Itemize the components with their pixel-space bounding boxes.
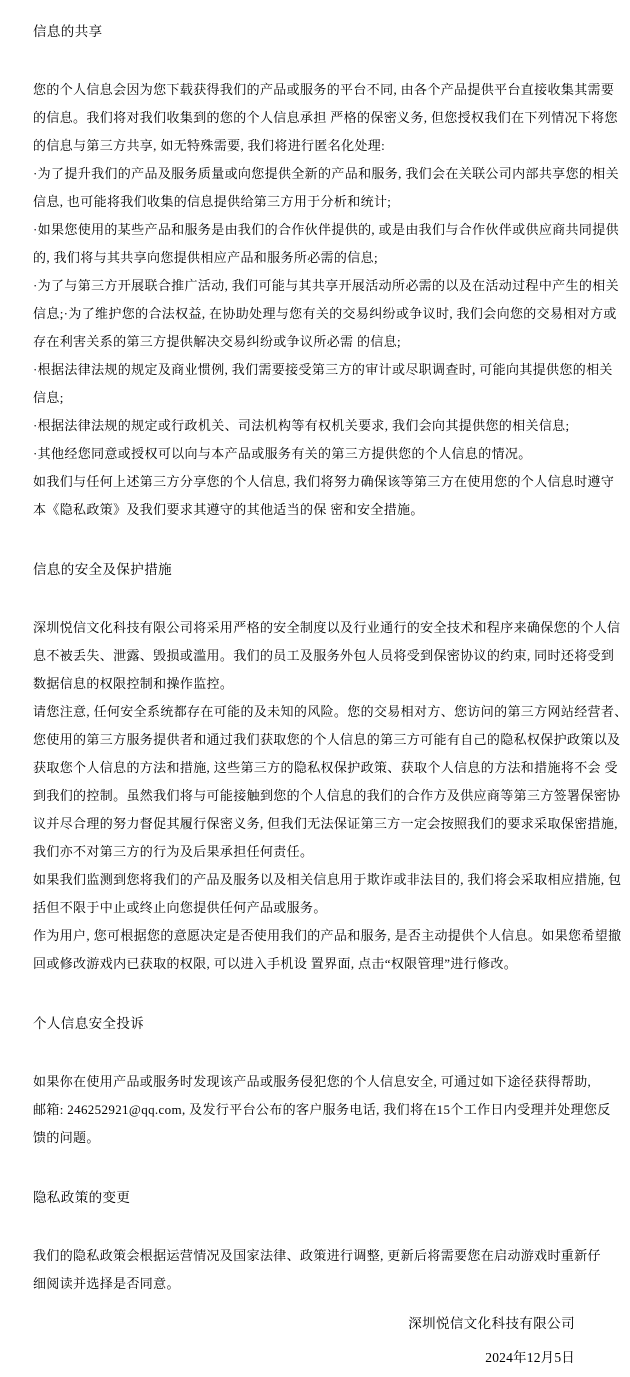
text-line: 我们亦不对第三方的行为及后果承担任何责任。 bbox=[33, 844, 314, 859]
text-line: ·根据法律法规的规定或行政机关、司法机构等有权机关要求, 我们会向其提供您的相关信息; bbox=[33, 418, 570, 433]
text-line: 本《隐私政策》及我们要求其遵守的其他适当的保 密和安全措施。 bbox=[33, 502, 424, 517]
document-sections bbox=[33, 18, 628, 1298]
text-line: ·其他经您同意或授权可以向与本产品或服务有关的第三方提供您的个人信息的情况。 bbox=[33, 446, 532, 461]
text-line: 您使用的第三方服务提供者和通过我们获取您的个人信息的第三方可能有自己的隐私权保护政策以及 bbox=[33, 732, 621, 747]
text-line: 作为用户, 您可根据您的意愿决定是否使用我们的产品和服务, 是否主动提供个人信息。如果您希望撤 bbox=[33, 928, 622, 943]
text-line: 信息;·为了维护您的合法权益, 在协助处理与您有关的交易纠纷或争议时, 我们会向您的交易相对方或 bbox=[33, 306, 617, 321]
text-line: 请您注意, 任何安全系统都存在可能的及未知的风险。您的交易相对方、您访问的第三方网站经营者、 bbox=[33, 704, 628, 719]
text-line: ·根据法律法规的规定及商业惯例, 我们需要接受第三方的审计或尽职调查时, 可能向其提供您的相关 bbox=[33, 362, 613, 377]
text-line: 的信息。我们将对我们收集到的您的个人信息承担 严格的保密义务, 但您授权我们在下列情况下将您 bbox=[33, 110, 618, 125]
section-heading: 个人信息安全投诉 bbox=[33, 1016, 145, 1031]
policy-section bbox=[33, 18, 619, 524]
policy-section bbox=[33, 1010, 611, 1152]
text-line: 邮箱: 246252921@qq.com, 及发行平台公布的客户服务电话, 我们将在15个工作日内受理并处理您反 bbox=[33, 1102, 611, 1117]
section-heading: 信息的共享 bbox=[33, 24, 103, 39]
text-line: 数据信息的权限控制和操作监控。 bbox=[33, 676, 234, 691]
signature-block bbox=[33, 1310, 597, 1372]
text-line: 我们的隐私政策会根据运营情况及国家法律、政策进行调整, 更新后将需要您在启动游戏时重新仔 bbox=[33, 1248, 601, 1263]
text-line: 细阅读并选择是否同意。 bbox=[33, 1276, 180, 1291]
text-line: 馈的问题。 bbox=[33, 1130, 100, 1145]
signature-date: 2024年12月5日 bbox=[485, 1350, 575, 1365]
policy-section bbox=[33, 1184, 601, 1298]
text-line: 议并尽合理的努力督促其履行保密义务, 但我们无法保证第三方一定会按照我们的要求采取保密措施, bbox=[33, 816, 618, 831]
text-line: 您的个人信息会因为您下载获得我们的产品或服务的平台不同, 由各个产品提供平台直接收集其需要 bbox=[33, 82, 615, 97]
text-line: 的, 我们将与其共享向您提供相应产品和服务所必需的信息; bbox=[33, 250, 378, 265]
text-line: 到我们的控制。虽然我们将与可能接触到您的个人信息的我们的合作方及供应商等第三方签署保密协 bbox=[33, 788, 621, 803]
policy-section bbox=[33, 556, 628, 978]
text-line: 信息, 也可能将我们收集的信息提供给第三方用于分析和统计; bbox=[33, 194, 392, 209]
text-line: 括但不限于中止或终止向您提供任何产品或服务。 bbox=[33, 900, 327, 915]
section-heading: 隐私政策的变更 bbox=[33, 1190, 131, 1205]
text-line: 如果你在使用产品或服务时发现该产品或服务侵犯您的个人信息安全, 可通过如下途径获得帮助, bbox=[33, 1074, 592, 1089]
signature-company: 深圳悦信文化科技有限公司 bbox=[408, 1316, 575, 1331]
section-heading: 信息的安全及保护措施 bbox=[33, 562, 172, 577]
text-line: 获取您个人信息的方法和措施, 这些第三方的隐私权保护政策、获取个人信息的方法和措施将不会 受 bbox=[33, 760, 618, 775]
text-line: 信息; bbox=[33, 390, 64, 405]
text-line: 深圳悦信文化科技有限公司将采用严格的安全制度以及行业通行的安全技术和程序来确保您的个人信 bbox=[33, 620, 621, 635]
text-line: 的信息与第三方共享, 如无特殊需要, 我们将进行匿名化处理: bbox=[33, 138, 386, 153]
text-line: ·为了与第三方开展联合推广活动, 我们可能与其共享开展活动所必需的以及在活动过程中产生的相关 bbox=[33, 278, 619, 293]
text-line: 息不被丢失、泄露、毁损或滥用。我们的员工及服务外包人员将受到保密协议的约束, 同时还将受到 bbox=[33, 648, 615, 663]
text-line: ·为了提升我们的产品及服务质量或向您提供全新的产品和服务, 我们会在关联公司内部共享您的相关 bbox=[33, 166, 619, 181]
text-line: 如果我们监测到您将我们的产品及服务以及相关信息用于欺诈或非法目的, 我们将会采取相应措施, 包 bbox=[33, 872, 622, 887]
text-line: 如我们与任何上述第三方分享您的个人信息, 我们将努力确保该等第三方在使用您的个人信息时遵守 bbox=[33, 474, 615, 489]
text-line: 回或修改游戏内已获取的权限, 可以进入手机设 置界面, 点击“权限管理”进行修改。 bbox=[33, 956, 518, 971]
text-line: ·如果您使用的某些产品和服务是由我们的合作伙伴提供的, 或是由我们与合作伙伴或供应商共同提供 bbox=[33, 222, 619, 237]
text-line: 存在利害关系的第三方提供解决交易纠纷或争议所必需 的信息; bbox=[33, 334, 402, 349]
